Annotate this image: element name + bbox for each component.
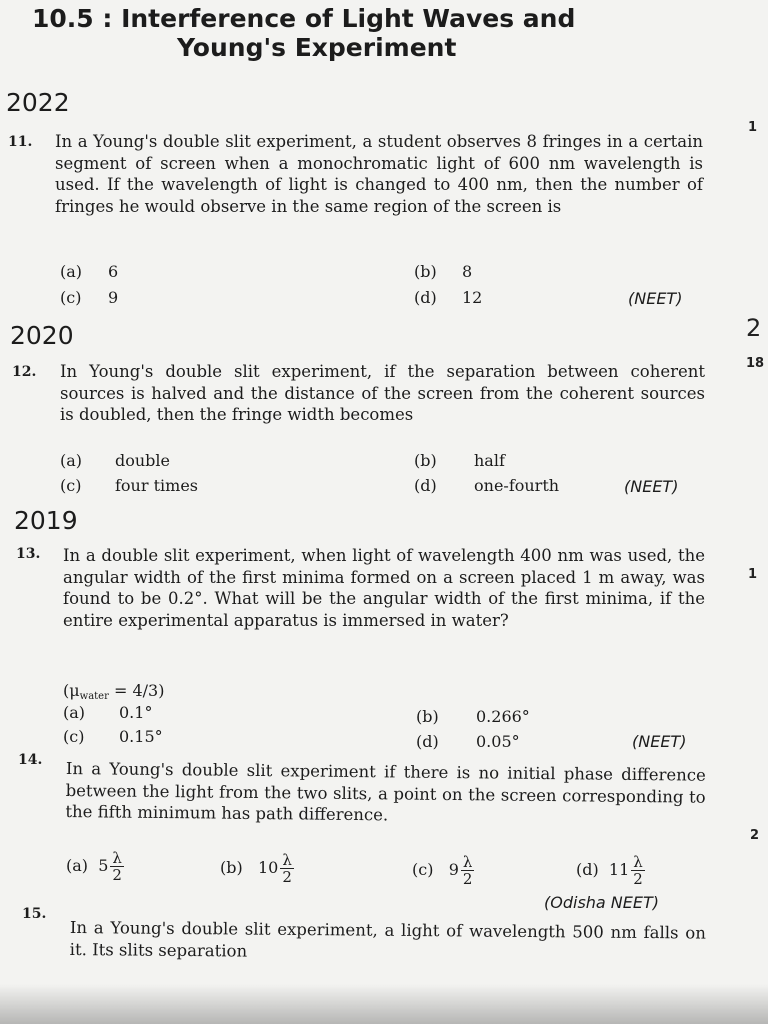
option-value: 0.05° [476, 732, 520, 751]
option-12-d [414, 476, 559, 495]
mu-subscript: water [79, 691, 109, 702]
mu-open: (μ [63, 681, 80, 700]
page-bottom-shadow [0, 984, 768, 1024]
question-text-13: In a double slit experiment, when light of wavelength 400 nm was used, the angular width of the first minima formed on a screen placed 1 m away, was found to be 0.2°. What will be the angular width of the first minima, if the entire experimental apparatus is immersed in water? [63, 546, 705, 630]
lambda-over-2-fraction [110, 850, 124, 883]
option-value: one-fourth [474, 476, 560, 495]
option-label: (b) [220, 858, 243, 877]
year-heading-2019: 2019 [14, 506, 78, 535]
option-11-a [60, 262, 118, 281]
source-tag-13: (NEET) [632, 732, 687, 751]
option-label: (d) [414, 476, 437, 495]
year-heading-2020: 2020 [10, 321, 74, 350]
question-number-11: 11. [8, 134, 33, 150]
option-label: (b) [414, 451, 437, 470]
lambda-over-2-fraction [280, 852, 294, 885]
option-13-b [416, 707, 530, 726]
option-13-c [63, 727, 163, 746]
option-14-d [576, 854, 645, 887]
source-tag-12: (NEET) [624, 477, 679, 496]
fraction-numerator: λ [112, 849, 122, 867]
option-label: (b) [416, 707, 439, 726]
year-heading-2022: 2022 [6, 88, 70, 117]
question-number-15: 15. [22, 906, 47, 922]
option-label: (a) [66, 856, 89, 875]
option-label: (c) [60, 288, 82, 307]
fraction-denominator: 2 [282, 868, 292, 886]
fraction-denominator: 2 [112, 866, 122, 884]
option-11-b [414, 262, 472, 281]
option-12-b [414, 451, 505, 470]
option-label: (d) [416, 732, 439, 751]
option-value: 0.15° [119, 727, 163, 746]
option-label: (a) [60, 451, 83, 470]
question-number-12: 12. [12, 364, 37, 380]
question-number-14: 14. [18, 752, 43, 768]
option-label: (c) [63, 727, 85, 746]
question-text-12: In Young's double slit experiment, if the separation between coherent sources is halved and the distance of the screen from the coherent sources is doubled, then the fringe width becomes [60, 362, 705, 424]
edge-fragment-18: 18 [746, 356, 765, 371]
option-11-c [60, 288, 118, 307]
mu-water-note [63, 681, 164, 702]
option-label: (a) [60, 262, 83, 281]
edge-fragment-1: 1 [748, 120, 758, 135]
option-label: (b) [414, 262, 437, 281]
option-14-b [220, 852, 294, 885]
option-label: (c) [60, 476, 82, 495]
edge-fragment-2: 2 [746, 314, 762, 342]
option-value: 6 [108, 262, 119, 281]
option-label: (d) [414, 288, 437, 307]
option-12-a [60, 451, 170, 470]
option-value: 0.266° [476, 707, 530, 726]
option-label: (d) [576, 860, 599, 879]
source-tag-11: (NEET) [628, 289, 683, 308]
option-value: four times [115, 476, 198, 495]
question-text-14: In a Young's double slit experiment if there is no initial phase difference between the light from the two slits, a point on the screen corresponding to the fifth minimum has path difference. [65, 758, 706, 825]
coefficient: 5 [98, 856, 109, 875]
fraction-denominator: 2 [633, 870, 643, 888]
lambda-over-2-fraction [631, 854, 645, 887]
option-value: 8 [462, 262, 473, 281]
page-title-line-2: Young's Experiment [177, 33, 457, 62]
coefficient: 10 [258, 858, 279, 877]
option-14-c [412, 854, 474, 887]
option-label: (c) [412, 860, 434, 879]
fraction-numerator: λ [633, 853, 643, 871]
coefficient: 9 [448, 860, 459, 879]
option-13-d [416, 732, 520, 751]
option-14-a [66, 850, 124, 883]
option-value: 0.1° [119, 703, 153, 722]
fraction-numerator: λ [282, 851, 292, 869]
edge-fragment-20: 2 [750, 828, 760, 843]
option-label: (a) [63, 703, 86, 722]
question-text-11: In a Young's double slit experiment, a student observes 8 fringes in a certain segment of screen when a monochromatic light of 600 nm wavelength is used. If the wavelength of light is changed to 400 nm, then the number of fringes he would observe in the same region of the screen is [55, 132, 703, 216]
option-13-a [63, 703, 152, 722]
source-tag-14: (Odisha NEET) [544, 893, 660, 912]
option-value: 12 [462, 288, 483, 307]
coefficient: 11 [608, 860, 630, 879]
lambda-over-2-fraction [461, 854, 475, 887]
fraction-numerator: λ [462, 853, 473, 871]
fraction-denominator: 2 [462, 870, 473, 888]
option-11-d [414, 288, 482, 307]
question-text-15: In a Young's double slit experiment, a light of wavelength 500 nm falls on it. Its slits separation [69, 917, 706, 961]
option-value: 9 [108, 288, 119, 307]
option-value: double [115, 451, 171, 470]
page-title-line-1: 10.5 : Interference of Light Waves and [32, 4, 576, 33]
mu-rest: = 4/3) [108, 681, 165, 700]
question-number-13: 13. [16, 546, 41, 562]
option-value: half [474, 451, 505, 470]
option-12-c [60, 476, 198, 495]
edge-fragment-19: 1 [748, 567, 758, 582]
